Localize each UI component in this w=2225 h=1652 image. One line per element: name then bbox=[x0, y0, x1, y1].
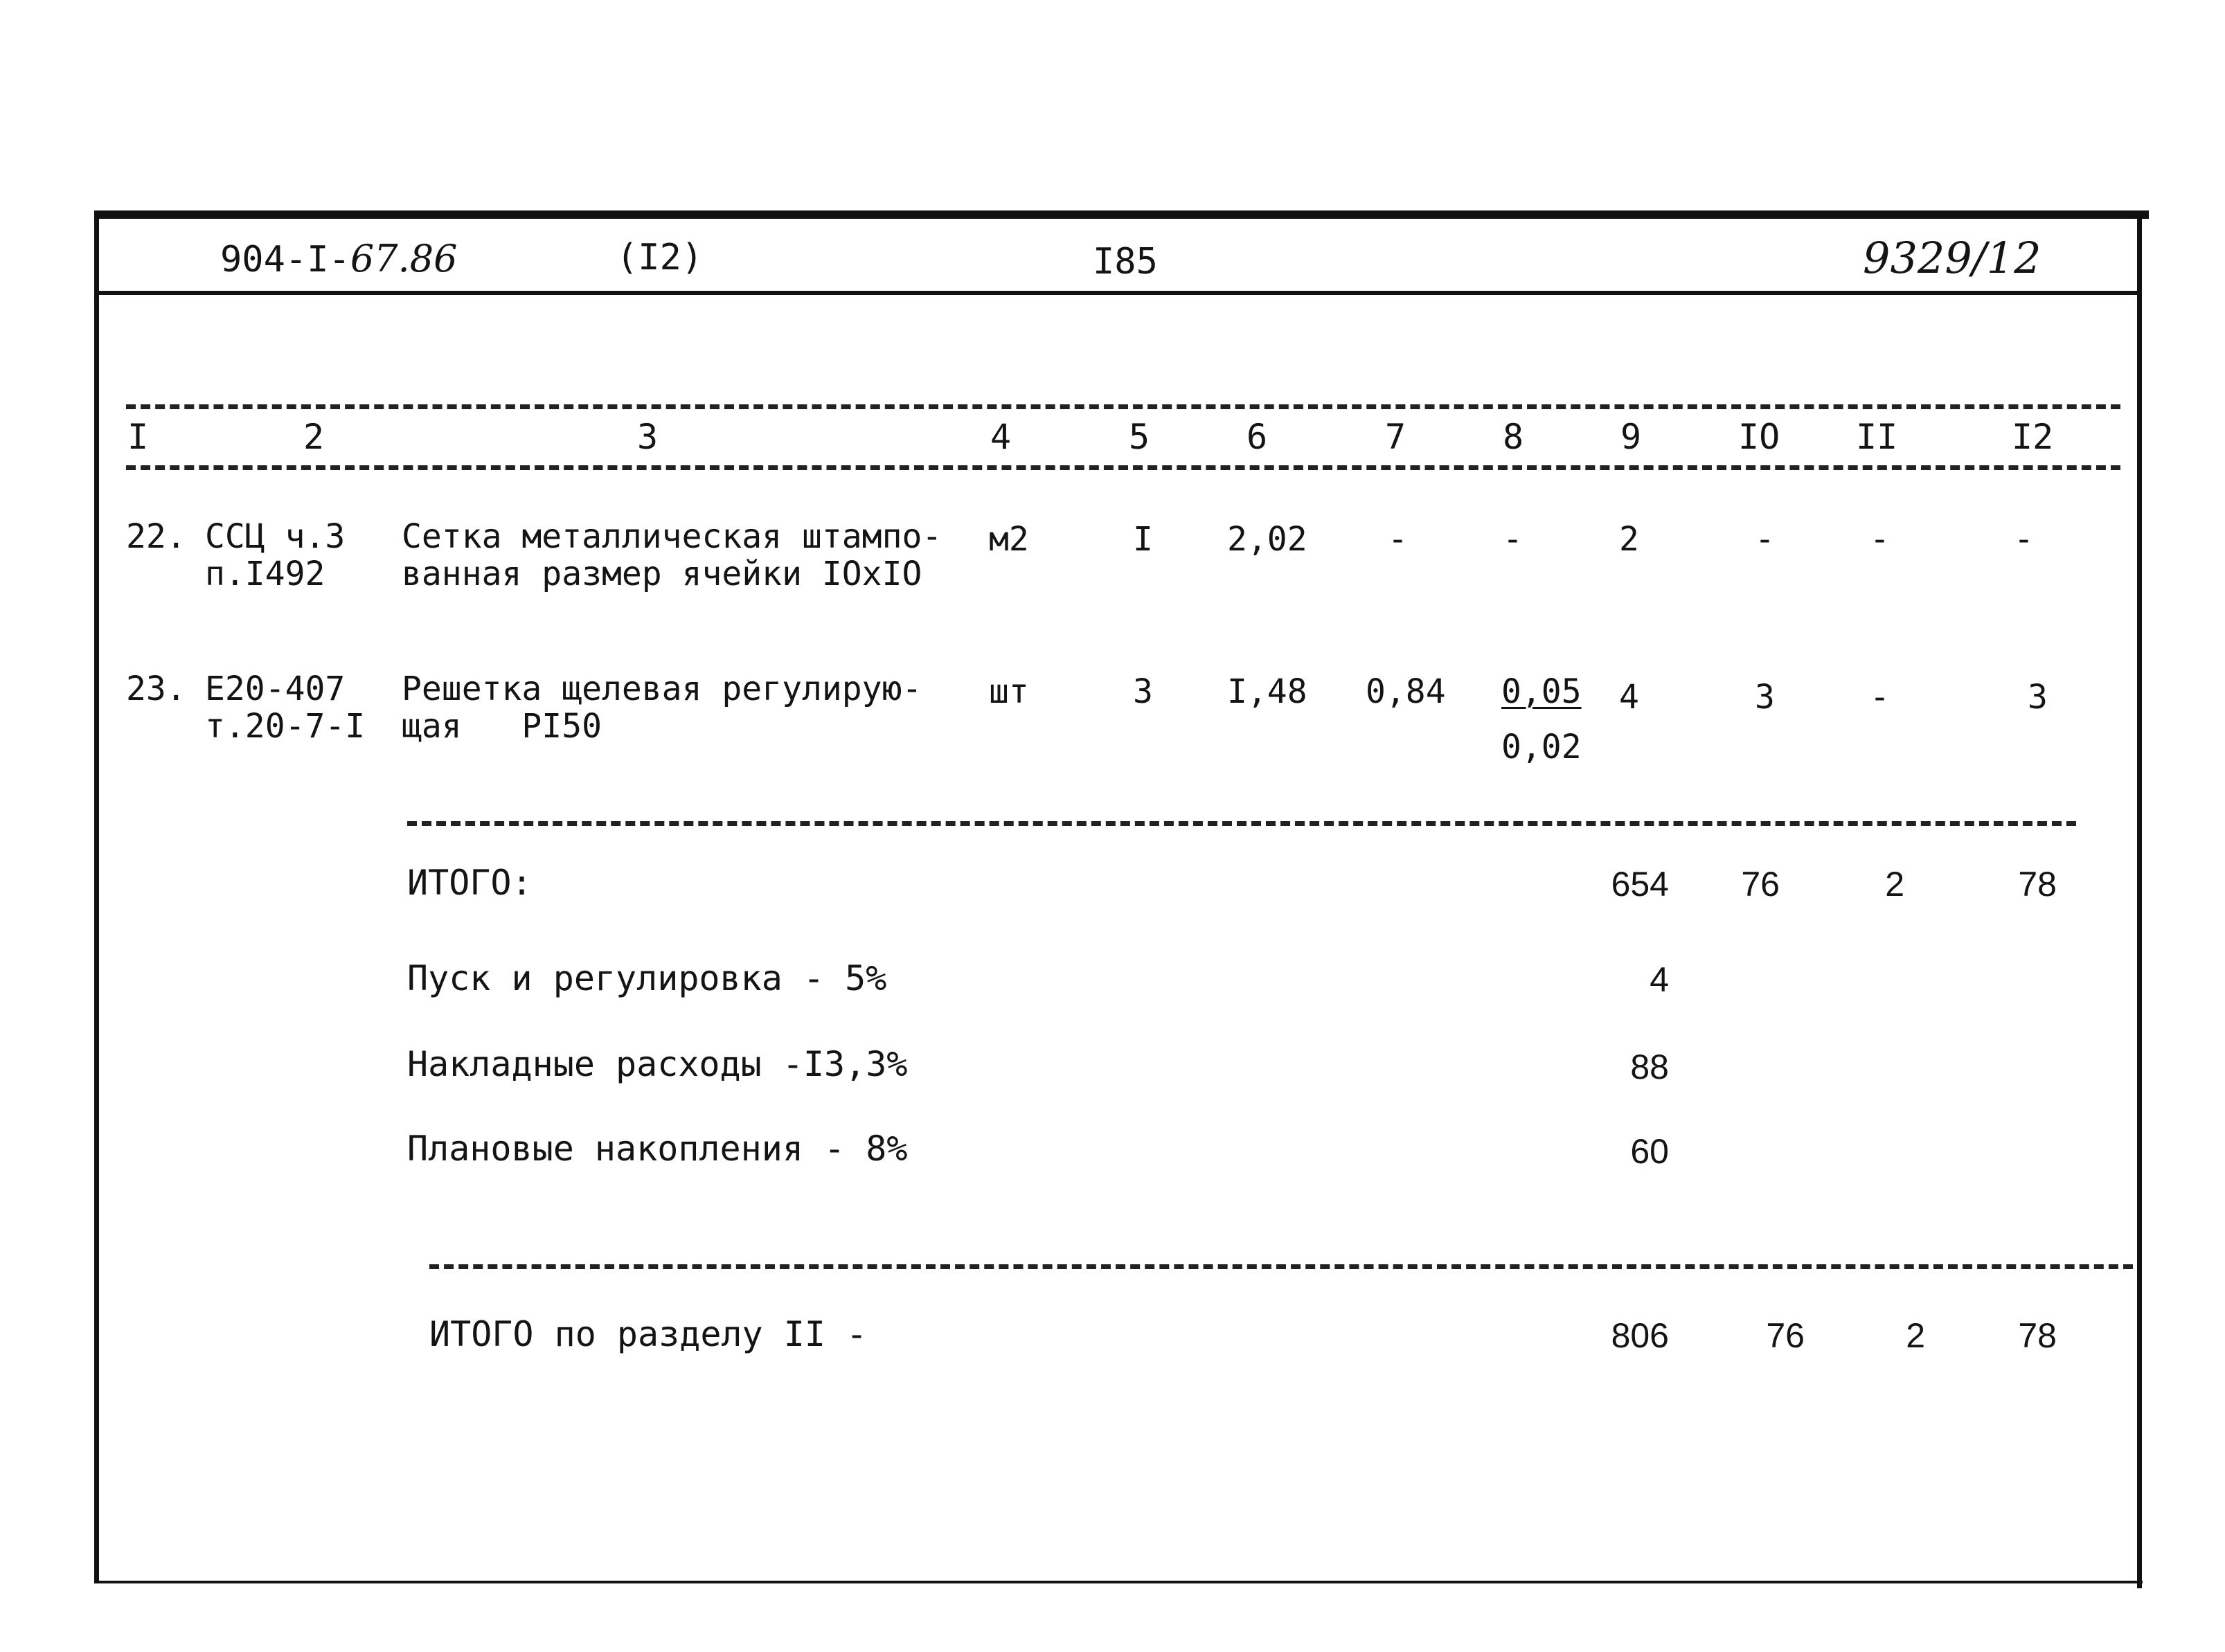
row-22-unit: м2 bbox=[989, 520, 1029, 559]
plan-value: 60 bbox=[1630, 1132, 1669, 1171]
col-num-10: IO bbox=[1738, 417, 1780, 457]
doc-code-printed: 904-I- bbox=[220, 239, 350, 280]
row-22-code-line2: п.I492 bbox=[205, 555, 325, 593]
row-23-number: 23. bbox=[126, 670, 186, 708]
frame-left-border bbox=[94, 210, 99, 1583]
col-num-11: II bbox=[1856, 417, 1898, 457]
row-22-qty: I bbox=[1133, 520, 1153, 559]
section-total-col11: 2 bbox=[1906, 1316, 1925, 1355]
totals-rule bbox=[407, 821, 2076, 826]
row-22-col6: 2,02 bbox=[1227, 520, 1307, 559]
row-23-code-line2: т.20-7-I bbox=[205, 707, 366, 746]
section-total-rule bbox=[429, 1264, 2133, 1269]
col-num-12: I2 bbox=[2012, 417, 2054, 457]
section-total-col12: 78 bbox=[2018, 1316, 2057, 1355]
sheet-index: (I2) bbox=[616, 237, 704, 278]
pusk-value: 4 bbox=[1650, 960, 1669, 999]
section-total-col9: 806 bbox=[1611, 1316, 1669, 1355]
nakl-value: 88 bbox=[1630, 1048, 1669, 1086]
col-num-1: I bbox=[127, 417, 149, 457]
col-num-3: 3 bbox=[637, 417, 659, 457]
itogo-col9: 654 bbox=[1611, 865, 1669, 904]
col-num-2: 2 bbox=[303, 417, 325, 457]
row-22-desc-line2: ванная размер ячейки IOxIO bbox=[402, 555, 922, 593]
frame-top-border bbox=[96, 210, 2149, 219]
row-23-col10: 3 bbox=[1755, 678, 1775, 717]
row-23-code bbox=[205, 670, 365, 745]
column-header-top-rule bbox=[126, 404, 2120, 409]
row-23-col12: 3 bbox=[2028, 678, 2048, 717]
row-22-col10: - bbox=[1755, 520, 1775, 559]
row-22-desc-line1: Сетка металлическая штампо- bbox=[402, 517, 942, 556]
col-num-8: 8 bbox=[1503, 417, 1524, 457]
header-divider bbox=[98, 291, 2140, 295]
row-23-desc-line2: щая PI50 bbox=[402, 707, 602, 746]
nakl-label: Накладные расходы -I3,3% bbox=[407, 1044, 908, 1084]
column-header-bottom-rule bbox=[126, 465, 2120, 470]
pusk-label: Пуск и регулировка - 5% bbox=[407, 958, 887, 998]
row-23-code-line1: Е20-407 bbox=[205, 670, 346, 708]
archive-number: 9329/12 bbox=[1863, 233, 2041, 283]
row-22-col8: - bbox=[1503, 520, 1523, 559]
row-22-number: 22. bbox=[126, 517, 186, 556]
frame-bottom-border bbox=[94, 1581, 2143, 1583]
row-22-col11: - bbox=[1870, 520, 1890, 559]
plan-label: Плановые накопления - 8% bbox=[407, 1129, 908, 1169]
section-total-col10: 76 bbox=[1766, 1316, 1805, 1355]
row-23-col9: 4 bbox=[1619, 678, 1639, 717]
row-22-description bbox=[402, 518, 942, 593]
row-23-col6: I,48 bbox=[1227, 672, 1307, 711]
doc-code-handwritten: 67.86 bbox=[350, 237, 458, 280]
row-22-code-line1: ССЦ ч.3 bbox=[205, 517, 346, 556]
row-23-desc-line1: Решетка щелевая регулирую- bbox=[402, 670, 922, 708]
row-23-description bbox=[402, 670, 922, 745]
itogo-label: ИТОГО: bbox=[407, 863, 533, 903]
row-23-col8-denominator: 0,02 bbox=[1501, 728, 1582, 766]
row-22-col12: - bbox=[2014, 520, 2034, 559]
frame-right-border bbox=[2137, 210, 2142, 1588]
itogo-col10: 76 bbox=[1741, 865, 1780, 904]
col-num-6: 6 bbox=[1246, 417, 1268, 457]
col-num-5: 5 bbox=[1129, 417, 1150, 457]
page-number: I85 bbox=[1093, 241, 1158, 282]
row-23-col11: - bbox=[1870, 678, 1890, 717]
row-22-col7: - bbox=[1388, 520, 1408, 559]
row-22-code bbox=[205, 518, 345, 593]
col-num-4: 4 bbox=[990, 417, 1012, 457]
itogo-col11: 2 bbox=[1885, 865, 1904, 904]
row-23-qty: 3 bbox=[1133, 672, 1153, 711]
col-num-7: 7 bbox=[1385, 417, 1406, 457]
row-23-col7: 0,84 bbox=[1366, 672, 1446, 711]
row-23-col8-numerator: 0,05 bbox=[1501, 672, 1582, 711]
doc-code bbox=[220, 237, 457, 280]
col-num-9: 9 bbox=[1620, 417, 1642, 457]
section-total-label: ИТОГО по разделу II - bbox=[429, 1314, 868, 1354]
row-22-col9: 2 bbox=[1619, 520, 1639, 559]
itogo-col12: 78 bbox=[2018, 865, 2057, 904]
row-23-unit: шт bbox=[989, 672, 1029, 711]
